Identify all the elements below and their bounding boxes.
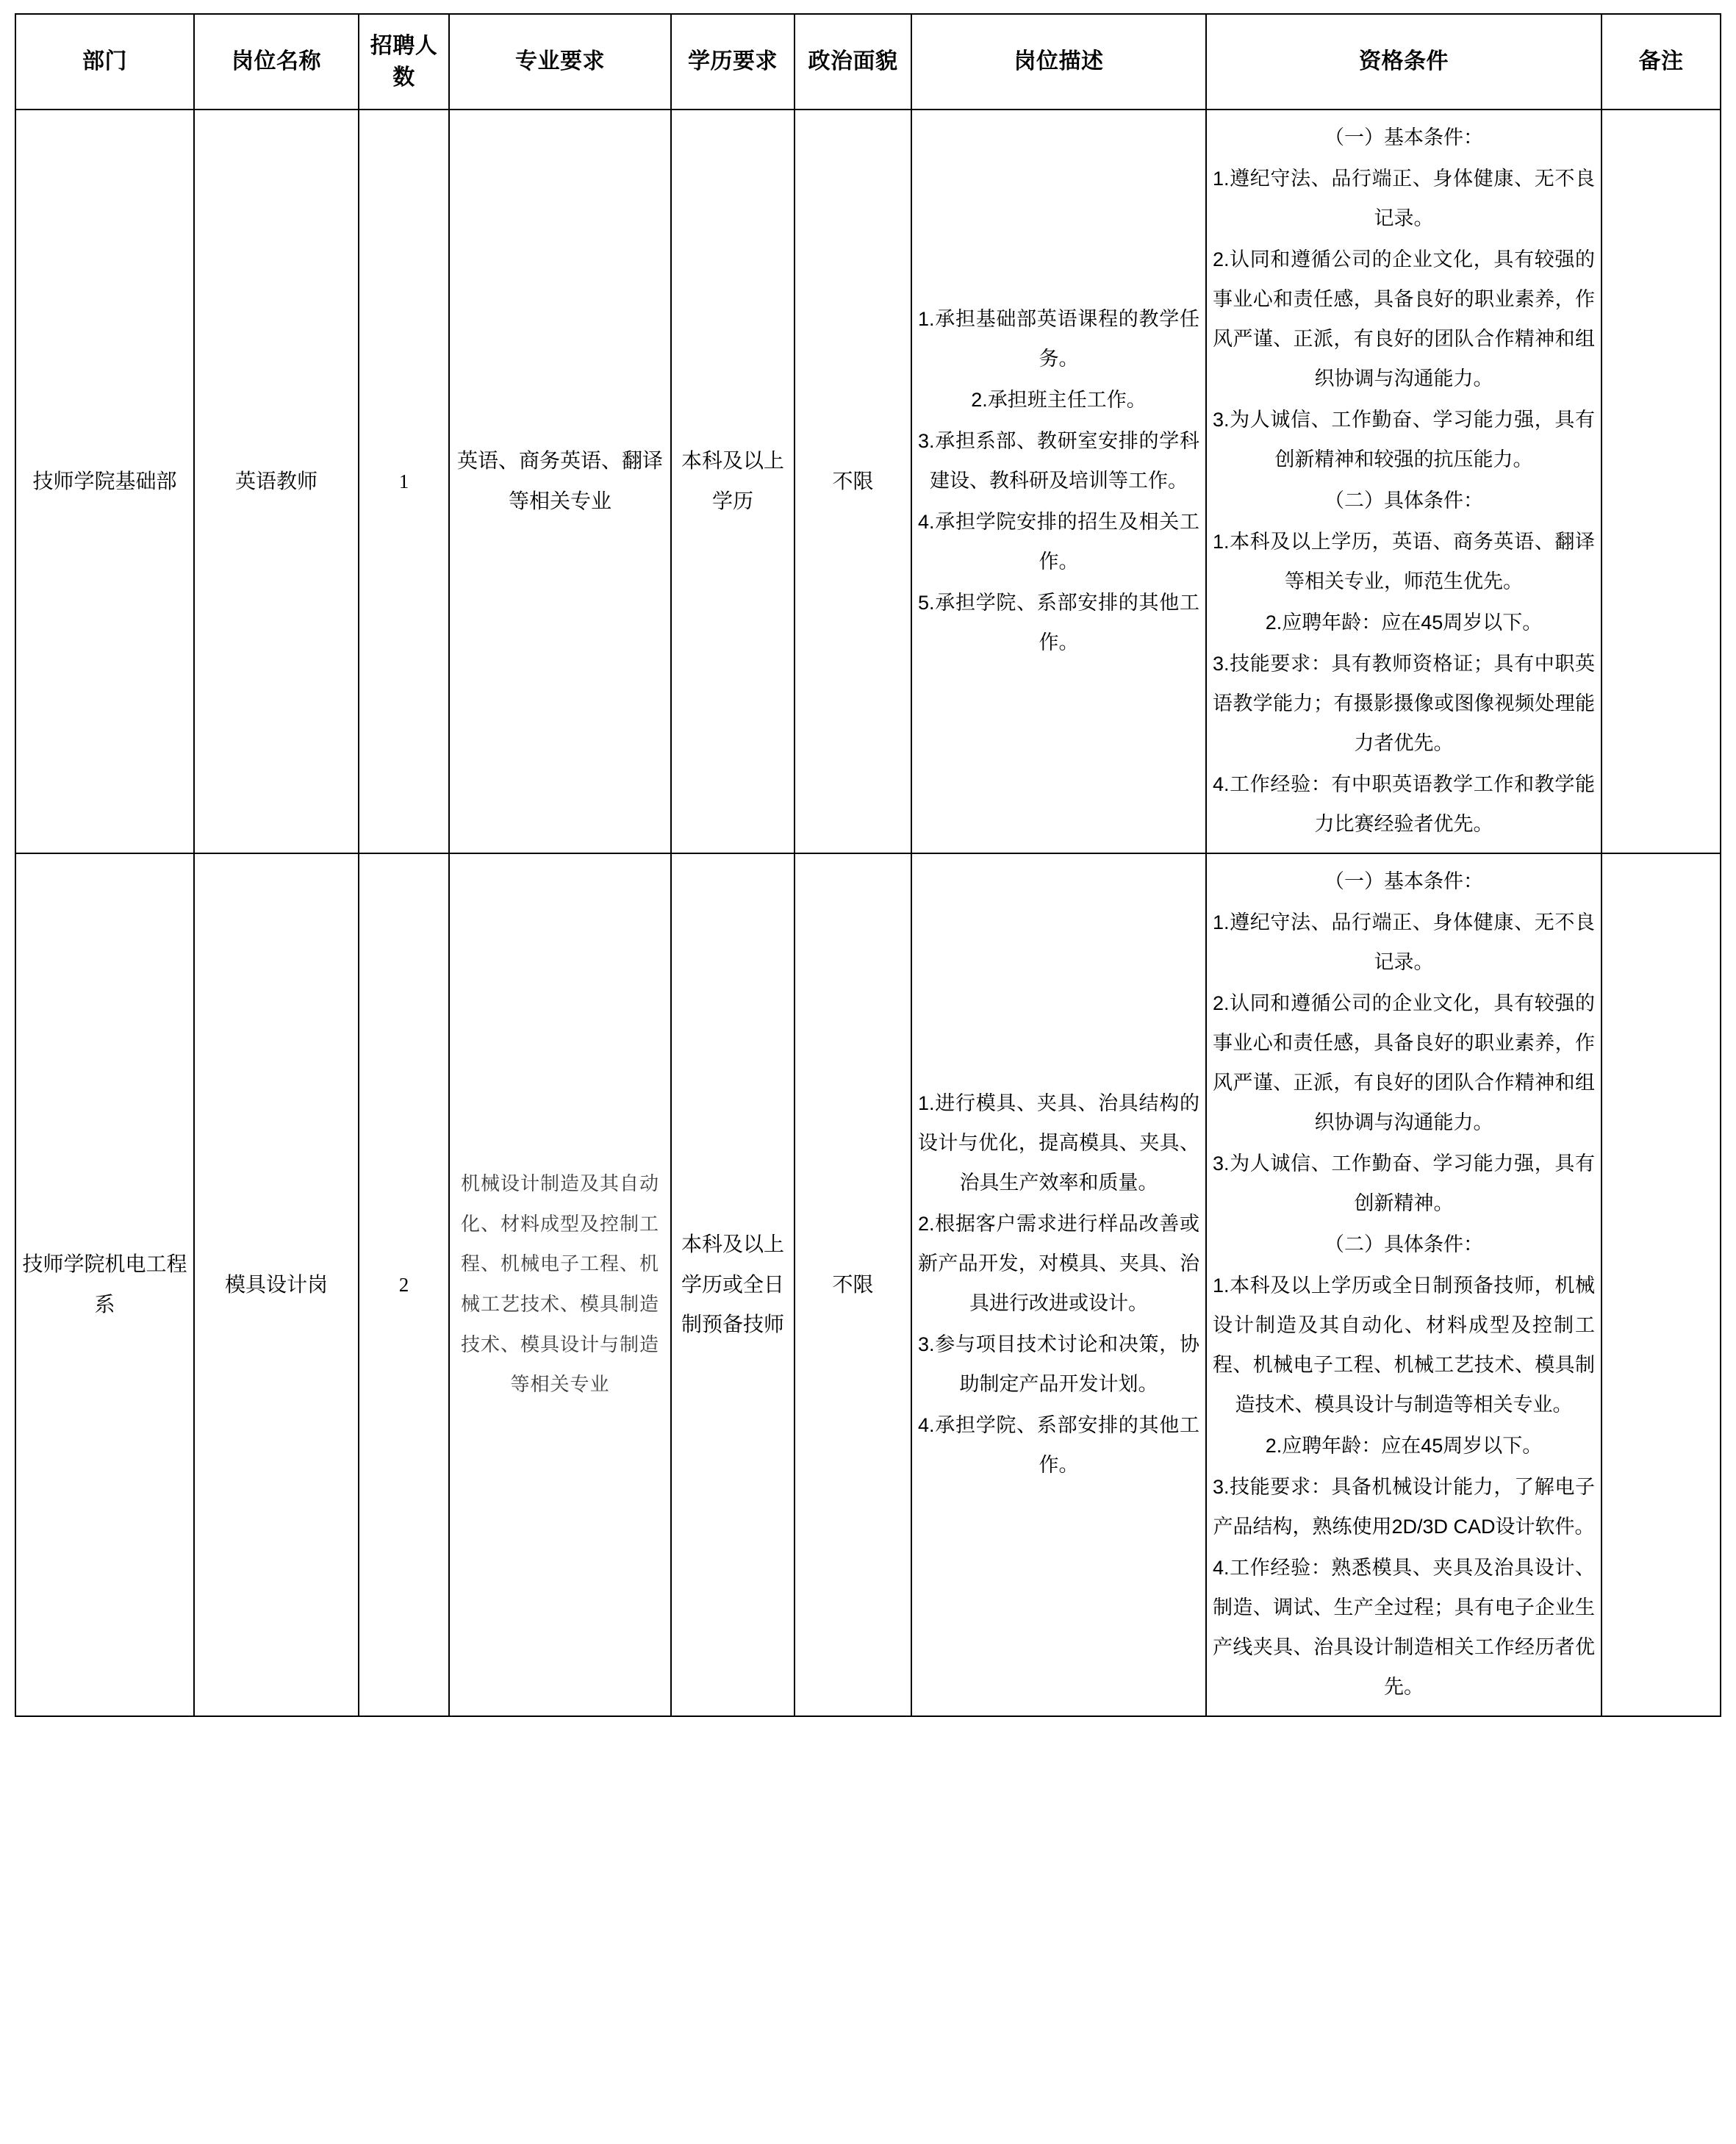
cell-major: 机械设计制造及其自动化、材料成型及控制工程、机械电子工程、机械工艺技术、模具制造技术、模具设计与制造等相关专业 — [449, 853, 671, 1716]
description-item: 4.承担学院安排的招生及相关工作。 — [918, 511, 1199, 573]
cell-political: 不限 — [795, 110, 911, 853]
cell-description — [911, 853, 1206, 1716]
description-item: 1.进行模具、夹具、治具结构的设计与优化，提高模具、夹具、治具生产效率和质量。 — [918, 1092, 1199, 1194]
column-header-remark: 备注 — [1602, 14, 1721, 110]
column-header-position: 岗位名称 — [194, 14, 359, 110]
description-item: 2.根据客户需求进行样品改善或新产品开发，对模具、夹具、治具进行改进或设计。 — [918, 1213, 1199, 1314]
cell-position: 英语教师 — [194, 110, 359, 853]
qualification-heading: （二）具体条件： — [1324, 1233, 1483, 1255]
column-header-major: 专业要求 — [449, 14, 671, 110]
qualification-item: 4.工作经验：熟悉模具、夹具及治具设计、制造、调试、生产全过程；具有电子企业生产线夹具、治具设计制造相关工作经历者优先。 — [1213, 1557, 1595, 1698]
column-header-education: 学历要求 — [671, 14, 795, 110]
table-header — [15, 14, 1721, 110]
description-item: 2.承担班主任工作。 — [971, 389, 1147, 411]
column-header-qualification: 资格条件 — [1206, 14, 1602, 110]
column-header-headcount: 招聘人数 — [359, 14, 449, 110]
qualification-item: 3.技能要求：具备机械设计能力，了解电子产品结构，熟练使用2D/3D CAD设计软件。 — [1213, 1476, 1595, 1538]
recruitment-table — [15, 13, 1721, 1717]
column-header-political: 政治面貌 — [795, 14, 911, 110]
cell-education: 本科及以上学历 — [671, 110, 795, 853]
cell-qualification — [1206, 853, 1602, 1716]
qualification-item: 1.遵纪守法、品行端正、身体健康、无不良记录。 — [1213, 911, 1595, 973]
cell-education: 本科及以上学历或全日制预备技师 — [671, 853, 795, 1716]
cell-remark — [1602, 853, 1721, 1716]
cell-headcount: 2 — [359, 853, 449, 1716]
table-row — [15, 110, 1721, 853]
qualification-heading: （一）基本条件： — [1324, 870, 1483, 892]
qualification-item: 4.工作经验：有中职英语教学工作和教学能力比赛经验者优先。 — [1213, 773, 1595, 835]
qualification-item: 1.本科及以上学历，英语、商务英语、翻译等相关专业，师范生优先。 — [1213, 531, 1595, 592]
header-row — [15, 14, 1721, 110]
qualification-item: 3.技能要求：具有教师资格证；具有中职英语教学能力；有摄影摄像或图像视频处理能力者优先。 — [1213, 653, 1595, 754]
cell-position: 模具设计岗 — [194, 853, 359, 1716]
qualification-item: 1.遵纪守法、品行端正、身体健康、无不良记录。 — [1213, 168, 1595, 229]
cell-department: 技师学院机电工程系 — [15, 853, 194, 1716]
column-header-department: 部门 — [15, 14, 194, 110]
qualification-heading: （二）具体条件： — [1324, 490, 1483, 512]
description-item: 3.承担系部、教研室安排的学科建设、教科研及培训等工作。 — [918, 430, 1199, 492]
description-item: 1.承担基础部英语课程的教学任务。 — [918, 308, 1199, 370]
qualification-item: 3.为人诚信、工作勤奋、学习能力强，具有创新精神和较强的抗压能力。 — [1213, 409, 1595, 470]
cell-department: 技师学院基础部 — [15, 110, 194, 853]
cell-major: 英语、商务英语、翻译等相关专业 — [449, 110, 671, 853]
cell-qualification — [1206, 110, 1602, 853]
qualification-item: 2.应聘年龄：应在45周岁以下。 — [1265, 612, 1543, 634]
description-item: 3.参与项目技术讨论和决策，协助制定产品开发计划。 — [918, 1333, 1199, 1395]
qualification-item: 1.本科及以上学历或全日制预备技师，机械设计制造及其自动化、材料成型及控制工程、机械电子工程、机械工艺技术、模具制造技术、模具设计与制造等相关专业。 — [1213, 1274, 1595, 1416]
table-row — [15, 853, 1721, 1716]
cell-remark — [1602, 110, 1721, 853]
description-item: 4.承担学院、系部安排的其他工作。 — [918, 1414, 1199, 1476]
qualification-item: 2.应聘年龄：应在45周岁以下。 — [1265, 1435, 1543, 1457]
column-header-description: 岗位描述 — [911, 14, 1206, 110]
cell-political: 不限 — [795, 853, 911, 1716]
qualification-item: 2.认同和遵循公司的企业文化，具有较强的事业心和责任感，具备良好的职业素养，作风严谨、正派，有良好的团队合作精神和组织协调与沟通能力。 — [1213, 248, 1595, 390]
qualification-item: 3.为人诚信、工作勤奋、学习能力强，具有创新精神。 — [1213, 1152, 1595, 1214]
qualification-heading: （一）基本条件： — [1324, 126, 1483, 148]
description-item: 5.承担学院、系部安排的其他工作。 — [918, 592, 1199, 653]
cell-headcount: 1 — [359, 110, 449, 853]
table-body — [15, 110, 1721, 1716]
qualification-item: 2.认同和遵循公司的企业文化，具有较强的事业心和责任感，具备良好的职业素养，作风严谨、正派，有良好的团队合作精神和组织协调与沟通能力。 — [1213, 992, 1595, 1133]
cell-description — [911, 110, 1206, 853]
